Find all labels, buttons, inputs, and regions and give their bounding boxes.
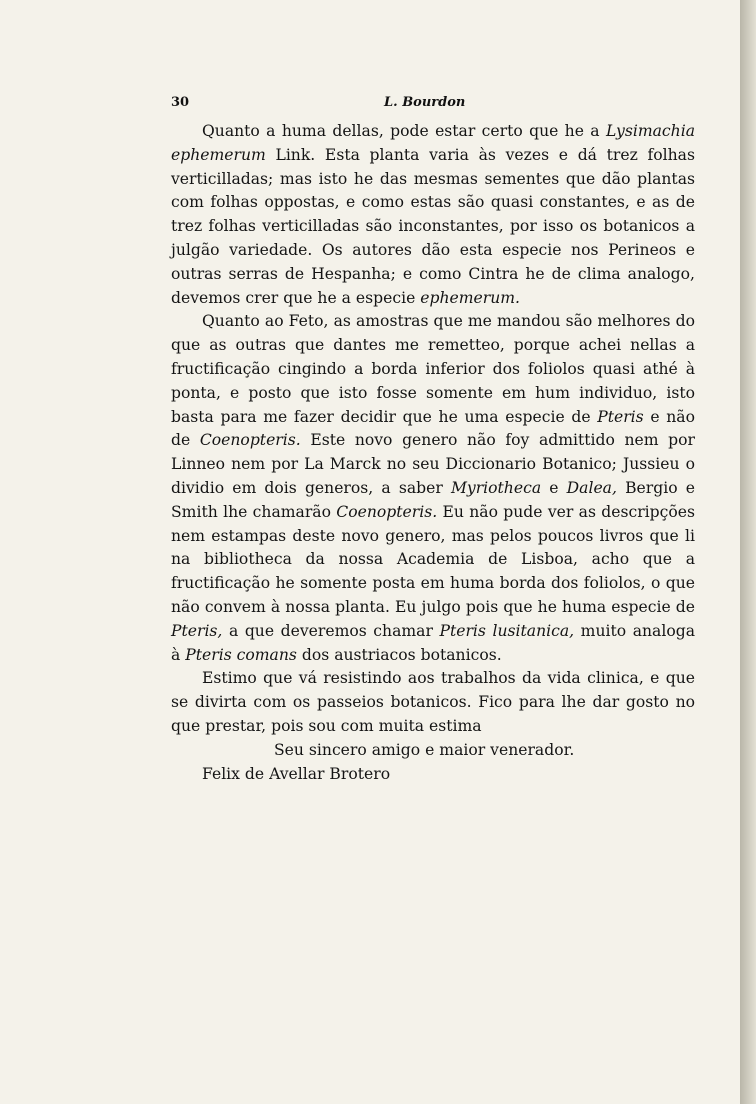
- text-run: Bergio e Smith lhe chamarão: [171, 478, 695, 521]
- genus-name: Coenopteris.: [336, 502, 438, 521]
- genus-name: Dalea,: [566, 478, 617, 497]
- letter-body: [171, 120, 695, 786]
- paragraph-1: [171, 120, 695, 310]
- species-name: Pteris lusitanica,: [439, 621, 575, 640]
- text-run: Quanto a huma dellas, pode estar certo que he a: [202, 122, 606, 140]
- closing-line: Seu sincero amigo e maior venerador.: [274, 740, 575, 759]
- text-run: e não de: [171, 407, 695, 450]
- text-run: Quanto ao Feto, as amostras que me mandou são melhores do que as outras que dantes me remetteo, porque achei nellas a fructificação cingindo a borda inferior dos foliolos quasi athé à ponta, e posto que isto fosse somente em hum individuo, isto basta para me fazer decidir que he uma especie de: [171, 312, 695, 426]
- text-run: e: [541, 478, 567, 497]
- genus-name: Coenopteris.: [199, 431, 301, 450]
- page-number: 30: [171, 95, 190, 110]
- genus-name: Pteris: [597, 407, 644, 426]
- text-run: a que deveremos chamar: [222, 621, 440, 640]
- paragraph-3: Estimo que vá resistindo aos trabalhos da vida clinica, e que se divirta com os passeios botanicos. Fico para lhe dar gosto no que prestar, pois sou com muita estima: [171, 669, 695, 735]
- page-edge: [740, 0, 756, 1104]
- text-run: Link. Esta planta varia às vezes e dá trez folhas verticilladas; mas isto he das mesmas sementes que dão plantas com folhas oppostas, e como estas são quasi constantes, e as de trez folhas verticilladas são inconstantes, por isso os botanicos a julgão variedade. Os autores dão esta especie nos Perineos e outras serras de Hespanha; e como Cintra he de clima analogo, devemos crer que he a especie: [171, 145, 695, 307]
- page-header: [171, 95, 586, 115]
- running-head: L. Bourdon: [384, 95, 466, 110]
- genus-name: Myriotheca: [450, 478, 542, 497]
- text-run: Eu não pude ver as descripções nem estampas deste novo genero, mas pelos poucos livros que li na bibliotheca da nossa Academia de Lisboa, acho que a fructificação he somente posta em huma borda dos foliolos, o que não convem à nossa planta. Eu julgo pois que he huma especie de: [171, 502, 695, 616]
- text-run: dos austriacos botanicos.: [296, 645, 502, 664]
- species-name: ephemerum.: [420, 288, 520, 307]
- text-run: Este novo genero não foy admittido nem por Linneo nem por La Marck no seu Diccionario Botanico; Jussieu o dividio em dois generos, a saber: [171, 431, 696, 497]
- species-name: Lysimachia ephemerum: [171, 122, 695, 164]
- paragraph-2: [171, 310, 695, 667]
- signature: Felix de Avellar Brotero: [202, 764, 391, 783]
- text-run: muito analoga à: [171, 621, 695, 664]
- genus-name: Pteris,: [171, 621, 223, 640]
- species-name: Pteris comans: [185, 645, 297, 664]
